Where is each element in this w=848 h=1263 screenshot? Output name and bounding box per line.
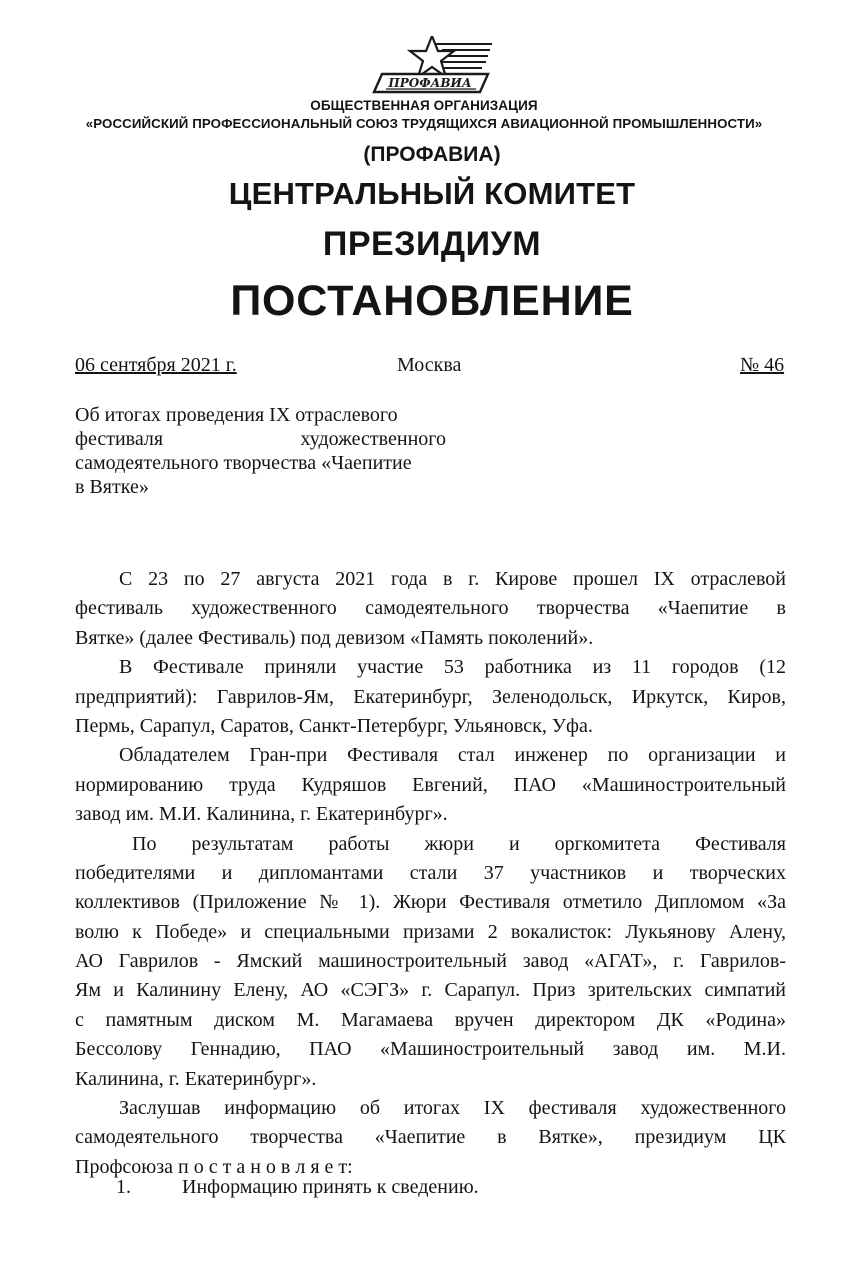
subject-line: самодеятельного творчества «Чаепитие — [75, 452, 412, 474]
paragraph-winners — [75, 830, 786, 1095]
text-line: фестиваль художественного самодеятельного творчества «Чаепитие в — [75, 597, 786, 620]
text-line: АО Гаврилов - Ямский машиностроительный завод «АГАТ», г. Гаврилов- — [75, 950, 786, 973]
paragraph-participants — [75, 653, 786, 741]
subject-line: Об итогах проведения IX отраслевого — [75, 404, 398, 426]
text-line: самодеятельного творчества «Чаепитие в Вятке», президиум ЦК — [75, 1126, 786, 1149]
text-line: Заслушав информацию об итогах IX фестиваля художественного — [119, 1097, 786, 1120]
text-line: коллективов (Приложение № 1). Жюри Фестиваля отметило Дипломом «За — [75, 891, 786, 914]
text-line: Вятке» (далее Фестиваль) под девизом «Память поколений». — [75, 626, 594, 649]
presidium-title: ПРЕЗИДИУМ — [322, 225, 542, 263]
item-text: Информацию принять к сведению. — [182, 1176, 479, 1198]
text-line: По результатам работы жюри и оргкомитета Фестиваля — [132, 832, 786, 855]
text-line: нормированию труда Кудряшов Евгений, ПАО «Машиностроительный — [75, 773, 786, 796]
text-line: С 23 по 27 августа 2021 года в г. Кирове прошел IX отраслевой — [119, 568, 786, 590]
org-abbreviation: (ПРОФАВИА) — [363, 143, 501, 166]
item-number: 1. — [116, 1176, 131, 1198]
text-line: Обладателем Гран-при Фестиваля стал инженер по организации и — [119, 744, 786, 767]
profavia-logo — [372, 36, 494, 96]
logo-text: ПРОФАВИА — [388, 76, 472, 90]
committee-title: ЦЕНТРАЛЬНЫЙ КОМИТЕТ — [228, 176, 636, 211]
document-date: 06 сентября 2021 г. — [75, 354, 237, 376]
document-subject — [75, 403, 446, 499]
paragraph-resolution — [75, 1094, 786, 1182]
paragraph-grand-prix — [75, 741, 786, 829]
subject-line: фестиваля художественного — [75, 428, 446, 450]
paragraph-event — [75, 565, 786, 653]
text-line: волю к Победе» и специальными призами 2 вокалисток: Лукьянову Алену, — [75, 920, 786, 943]
subject-line: в Вятке» — [75, 476, 149, 498]
text-line: победителями и дипломантами стали 37 участников и творческих — [75, 861, 786, 884]
profavia-star-logo-icon — [372, 36, 494, 96]
text-line: В Фестивале приняли участие 53 работника из 11 городов (12 — [119, 656, 786, 679]
text-line: Бессолову Геннадию, ПАО «Машиностроительный завод им. М.И. — [75, 1038, 786, 1061]
org-type: ОБЩЕСТВЕННАЯ ОРГАНИЗАЦИЯ — [310, 98, 538, 113]
text-line: завод им. М.И. Калинина, г. Екатеринбург». — [75, 803, 448, 826]
text-line: Ям и Калинину Елену, АО «СЭГЗ» г. Сарапул. Приз зрительских симпатий — [75, 979, 786, 1002]
text-line: предприятий): Гаврилов-Ям, Екатеринбург, Зеленодольск, Иркутск, Киров, — [75, 685, 786, 708]
text-line: Калинина, г. Екатеринбург». — [75, 1067, 317, 1090]
text-line: Профсоюза п о с т а н о в л я е т: — [75, 1155, 353, 1178]
document-type-title: ПОСТАНОВЛЕНИЕ — [230, 277, 634, 325]
document-number: № 46 — [740, 354, 785, 376]
document-city: Москва — [397, 354, 462, 376]
text-line: с памятным диском М. Магамаева вручен директором ДК «Родина» — [75, 1008, 786, 1031]
document-body — [75, 565, 786, 1182]
text-line: Пермь, Сарапул, Саратов, Санкт-Петербург, Ульяновск, Уфа. — [75, 714, 593, 737]
resolution-item — [75, 1173, 479, 1202]
org-name: «РОССИЙСКИЙ ПРОФЕССИОНАЛЬНЫЙ СОЮЗ ТРУДЯЩИХСЯ АВИАЦИОННОЙ ПРОМЫШЛЕННОСТИ» — [85, 116, 763, 131]
